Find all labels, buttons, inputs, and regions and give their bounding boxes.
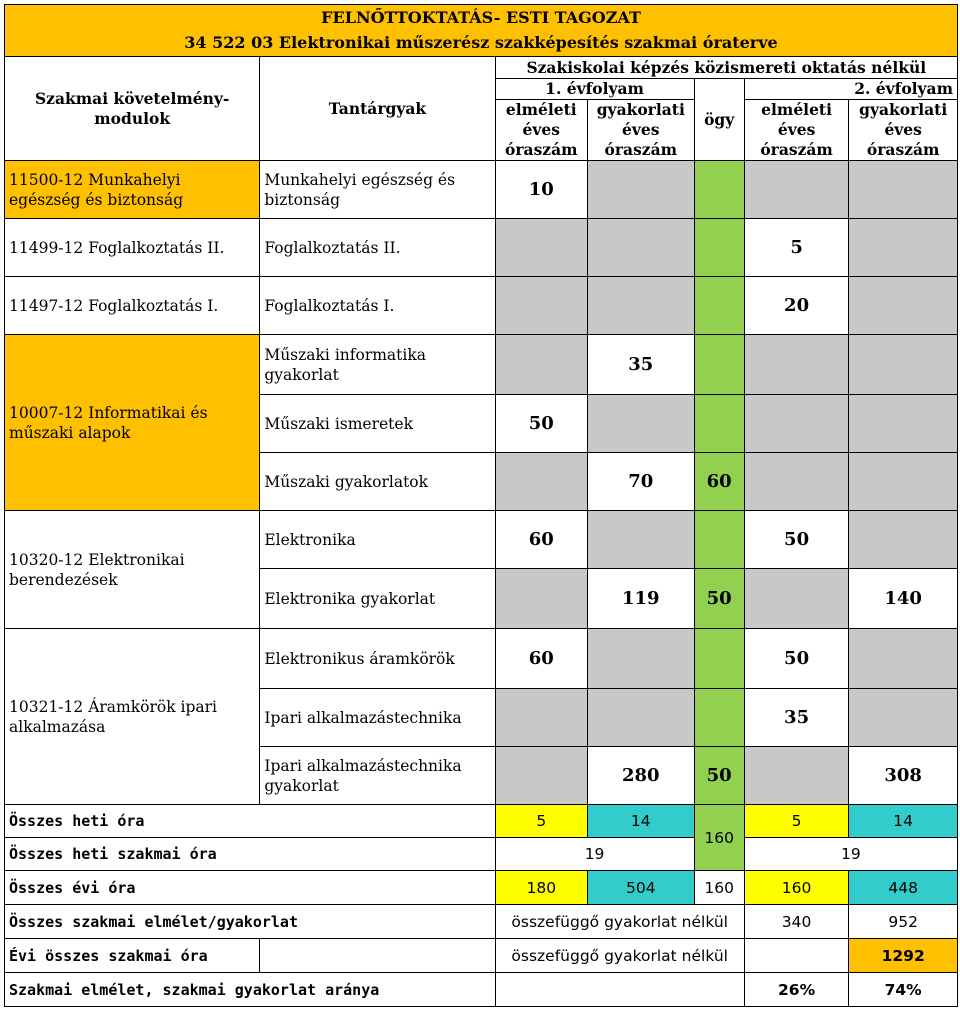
value-r6a-e2: 50 — [744, 629, 849, 689]
summary-weekly-prof-y1: 19 — [495, 838, 694, 871]
summary-ratio-blank — [495, 973, 744, 1007]
subject-muszaki-gyakorlatok: Műszaki gyakorlatok — [260, 453, 495, 511]
module-10007: 10007-12 Informatikai és műszaki alapok — [5, 335, 260, 511]
module-11500: 11500-12 Munkahelyi egészség és biztonság — [5, 161, 260, 219]
cell-r6b-e1 — [495, 689, 587, 747]
value-r3-e2: 20 — [744, 277, 849, 335]
summary-annual-prof-spacer — [260, 939, 495, 973]
cell-r4a-e2 — [744, 335, 849, 395]
cell-r6b-g2 — [849, 689, 958, 747]
curriculum-sheet — [4, 4, 958, 1007]
cell-r1-ogy — [694, 161, 744, 219]
summary-weekly-e1: 5 — [495, 805, 587, 838]
cell-r5a-g2 — [849, 511, 958, 569]
subject-foglalkoztatas-2: Foglalkoztatás II. — [260, 219, 495, 277]
header-y1-practice: gyakorlati éves óraszám — [588, 100, 695, 161]
value-r4c-ogy: 60 — [694, 453, 744, 511]
subject-foglalkoztatas-1: Foglalkoztatás I. — [260, 277, 495, 335]
summary-annual-ogy: 160 — [694, 871, 744, 905]
cell-r1-e2 — [744, 161, 849, 219]
cell-r4a-e1 — [495, 335, 587, 395]
cell-r6a-g1 — [588, 629, 695, 689]
cell-r1-g1 — [588, 161, 695, 219]
sheet-title-line2: 34 522 03 Elektronikai műszerész szakképesítés szakmai óraterve — [5, 31, 958, 57]
cell-r4b-g1 — [588, 395, 695, 453]
cell-r4a-ogy — [694, 335, 744, 395]
module-10321: 10321-12 Áramkörök ipari alkalmazása — [5, 629, 260, 805]
header-training: Szakiskolai képzés közismereti oktatás nélkül — [495, 57, 957, 79]
cell-r6a-g2 — [849, 629, 958, 689]
cell-r2-g2 — [849, 219, 958, 277]
summary-prof-tp-e: 340 — [744, 905, 849, 939]
cell-r4c-e1 — [495, 453, 587, 511]
summary-ratio-g: 74% — [849, 973, 958, 1007]
value-r5a-e1: 60 — [495, 511, 587, 569]
cell-r6c-e2 — [744, 747, 849, 805]
subject-muszaki-ismeretek: Műszaki ismeretek — [260, 395, 495, 453]
summary-weekly-prof-y2: 19 — [744, 838, 957, 871]
header-subjects: Tantárgyak — [260, 57, 495, 161]
summary-weekly-prof-label: Összes heti szakmai óra — [5, 838, 496, 871]
subject-ipari-alkalmazastechnika-gyakorlat: Ipari alkalmazástechnika gyakorlat — [260, 747, 495, 805]
subject-elektronikus-aramkorok: Elektronikus áramkörök — [260, 629, 495, 689]
header-y2-theory: elméleti éves óraszám — [744, 100, 849, 161]
subject-muszaki-informatika: Műszaki informatika gyakorlat — [260, 335, 495, 395]
cell-r3-g1 — [588, 277, 695, 335]
cell-r4b-e2 — [744, 395, 849, 453]
summary-annual-prof-label: Évi összes szakmai óra — [5, 939, 260, 973]
curriculum-table — [4, 4, 958, 1007]
value-r4b-e1: 50 — [495, 395, 587, 453]
cell-r4c-e2 — [744, 453, 849, 511]
summary-prof-tp-g: 952 — [849, 905, 958, 939]
subject-ipari-alkalmazastechnika: Ipari alkalmazástechnika — [260, 689, 495, 747]
summary-prof-tp-note: összefüggő gyakorlat nélkül — [495, 905, 744, 939]
summary-annual-e1: 180 — [495, 871, 587, 905]
cell-r4b-ogy — [694, 395, 744, 453]
subject-elektronika-gyakorlat: Elektronika gyakorlat — [260, 569, 495, 629]
summary-ratio-label: Szakmai elmélet, szakmai gyakorlat aránya — [5, 973, 496, 1007]
cell-r3-ogy — [694, 277, 744, 335]
cell-r5b-e1 — [495, 569, 587, 629]
value-r6c-ogy: 50 — [694, 747, 744, 805]
header-year2: 2. évfolyam — [744, 79, 957, 100]
value-r4c-g1: 70 — [588, 453, 695, 511]
summary-ratio-e: 26% — [744, 973, 849, 1007]
summary-prof-tp-label: Összes szakmai elmélet/gyakorlat — [5, 905, 496, 939]
cell-r6c-e1 — [495, 747, 587, 805]
value-r5b-ogy: 50 — [694, 569, 744, 629]
value-r6c-g1: 280 — [588, 747, 695, 805]
header-modules: Szakmai követelmény-modulok — [5, 57, 260, 161]
value-r6a-e1: 60 — [495, 629, 587, 689]
cell-r6b-ogy — [694, 689, 744, 747]
header-ogy: ögy — [694, 79, 744, 161]
module-11497: 11497-12 Foglalkoztatás I. — [5, 277, 260, 335]
cell-r5a-ogy — [694, 511, 744, 569]
value-r5a-e2: 50 — [744, 511, 849, 569]
summary-weekly-ogy: 160 — [694, 805, 744, 871]
subject-munkahelyi: Munkahelyi egészség és biztonság — [260, 161, 495, 219]
value-r5b-g2: 140 — [849, 569, 958, 629]
summary-weekly-g1: 14 — [588, 805, 695, 838]
summary-annual-g1: 504 — [588, 871, 695, 905]
subject-elektronika: Elektronika — [260, 511, 495, 569]
header-year1: 1. évfolyam — [495, 79, 694, 100]
summary-annual-e2: 160 — [744, 871, 849, 905]
summary-weekly-g2: 14 — [849, 805, 958, 838]
value-r1-e1: 10 — [495, 161, 587, 219]
cell-r2-g1 — [588, 219, 695, 277]
cell-r5b-e2 — [744, 569, 849, 629]
cell-r3-g2 — [849, 277, 958, 335]
sheet-title-line1: FELNŐTTOKTATÁS- ESTI TAGOZAT — [5, 5, 958, 31]
cell-r2-ogy — [694, 219, 744, 277]
value-r6c-g2: 308 — [849, 747, 958, 805]
summary-annual-g2: 448 — [849, 871, 958, 905]
value-r4a-g1: 35 — [588, 335, 695, 395]
summary-annual-label: Összes évi óra — [5, 871, 496, 905]
summary-weekly-e2: 5 — [744, 805, 849, 838]
cell-r3-e1 — [495, 277, 587, 335]
value-r2-e2: 5 — [744, 219, 849, 277]
summary-annual-prof-total: 1292 — [849, 939, 958, 973]
header-y1-theory: elméleti éves óraszám — [495, 100, 587, 161]
value-r6b-e2: 35 — [744, 689, 849, 747]
cell-r6b-g1 — [588, 689, 695, 747]
module-11499: 11499-12 Foglalkoztatás II. — [5, 219, 260, 277]
cell-r1-g2 — [849, 161, 958, 219]
cell-r4b-g2 — [849, 395, 958, 453]
cell-r5a-g1 — [588, 511, 695, 569]
summary-weekly-label: Összes heti óra — [5, 805, 496, 838]
module-10320: 10320-12 Elektronikai berendezések — [5, 511, 260, 629]
cell-r4a-g2 — [849, 335, 958, 395]
summary-annual-prof-note: összefüggő gyakorlat nélkül — [495, 939, 744, 973]
value-r5b-g1: 119 — [588, 569, 695, 629]
cell-r6a-ogy — [694, 629, 744, 689]
cell-r4c-g2 — [849, 453, 958, 511]
summary-annual-prof-blank — [744, 939, 849, 973]
cell-r2-e1 — [495, 219, 587, 277]
header-y2-practice: gyakorlati éves óraszám — [849, 100, 958, 161]
